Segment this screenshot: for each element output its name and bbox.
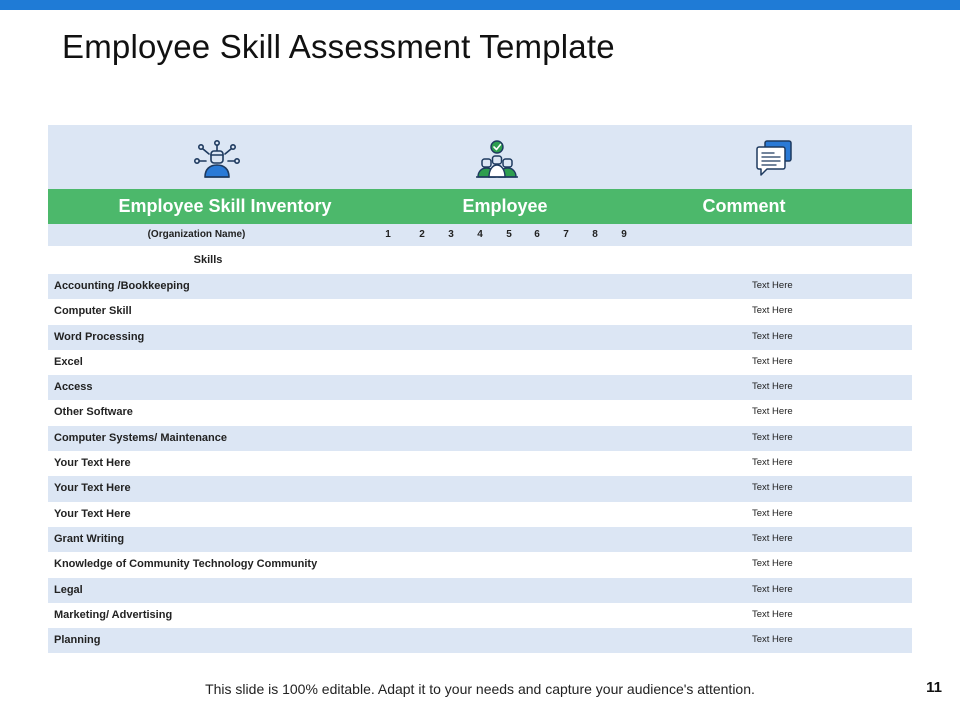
comment-cell: Text Here xyxy=(752,608,793,620)
header-skill-inventory: Employee Skill Inventory xyxy=(118,196,332,216)
table-row xyxy=(48,578,912,603)
team-approval-icon xyxy=(473,139,521,179)
header-comment: Comment xyxy=(702,196,786,216)
rating-2: 2 xyxy=(419,229,425,240)
employee-network-icon xyxy=(193,139,241,179)
rating-9: 9 xyxy=(621,229,627,240)
table-row xyxy=(48,375,912,400)
rating-1: 1 xyxy=(385,229,391,240)
table-row xyxy=(48,350,912,375)
organization-name: (Organization Name) xyxy=(147,229,246,240)
skills-label-row xyxy=(48,246,912,274)
comment-cell: Text Here xyxy=(752,634,793,646)
table-row xyxy=(48,502,912,527)
skill-name: Other Software xyxy=(54,406,133,419)
skill-name: Planning xyxy=(54,634,101,647)
skill-name: Knowledge of Community Technology Community xyxy=(54,558,318,571)
skill-name: Excel xyxy=(54,355,83,368)
skills-table-body xyxy=(48,274,912,653)
comment-cell: Text Here xyxy=(752,381,793,393)
comment-cell: Text Here xyxy=(752,280,793,291)
table-row xyxy=(48,274,912,299)
skill-name: Your Text Here xyxy=(54,507,131,520)
table-row xyxy=(48,527,912,552)
skills-label: Skills xyxy=(193,254,223,266)
table-row xyxy=(48,426,912,451)
table-row xyxy=(48,628,912,653)
comment-cell: Text Here xyxy=(752,583,793,595)
table-row xyxy=(48,451,912,476)
comment-cell: Text Here xyxy=(752,305,793,317)
comment-cell: Text Here xyxy=(752,558,793,570)
comment-cell: Text Here xyxy=(752,406,793,418)
table-row xyxy=(48,325,912,350)
comment-cell: Text Here xyxy=(752,532,793,544)
comment-cell: Text Here xyxy=(752,482,793,494)
skill-name: Your Text Here xyxy=(54,457,131,470)
comment-cell: Text Here xyxy=(752,330,793,342)
icon-row xyxy=(48,125,912,189)
table-header-row xyxy=(48,189,912,224)
skill-name: Marketing/ Advertising xyxy=(54,608,173,621)
comment-cell: Text Here xyxy=(752,507,793,519)
rating-4: 4 xyxy=(477,229,483,240)
table-row xyxy=(48,476,912,501)
rating-7: 7 xyxy=(563,229,569,240)
skill-name: Computer Skill xyxy=(54,305,132,318)
table-row xyxy=(48,552,912,577)
comment-cell: Text Here xyxy=(752,431,793,443)
skill-name: Word Processing xyxy=(54,330,145,343)
skill-name: Access xyxy=(54,381,93,394)
skill-name: Your Text Here xyxy=(54,482,131,495)
header-employee: Employee xyxy=(462,196,548,216)
page-number: 11 xyxy=(926,679,942,696)
footer-note: This slide is 100% editable. Adapt it to your needs and capture your audience's attention. xyxy=(205,681,755,697)
comment-cell: Text Here xyxy=(752,457,793,469)
skill-name: Grant Writing xyxy=(54,532,125,545)
skill-name: Accounting /Bookkeeping xyxy=(54,280,190,292)
skill-name: Legal xyxy=(54,583,83,596)
comment-cell: Text Here xyxy=(752,355,793,367)
table-row xyxy=(48,603,912,628)
rating-3: 3 xyxy=(448,229,454,240)
rating-8: 8 xyxy=(592,229,598,240)
table-row xyxy=(48,400,912,425)
comment-documents-icon xyxy=(749,139,797,179)
rating-6: 6 xyxy=(534,229,540,240)
skill-name: Computer Systems/ Maintenance xyxy=(54,431,227,444)
table-row xyxy=(48,299,912,324)
rating-5: 5 xyxy=(506,229,512,240)
organization-row xyxy=(48,224,912,246)
top-accent-bar xyxy=(0,0,960,10)
slide-title: Employee Skill Assessment Template xyxy=(62,28,615,65)
